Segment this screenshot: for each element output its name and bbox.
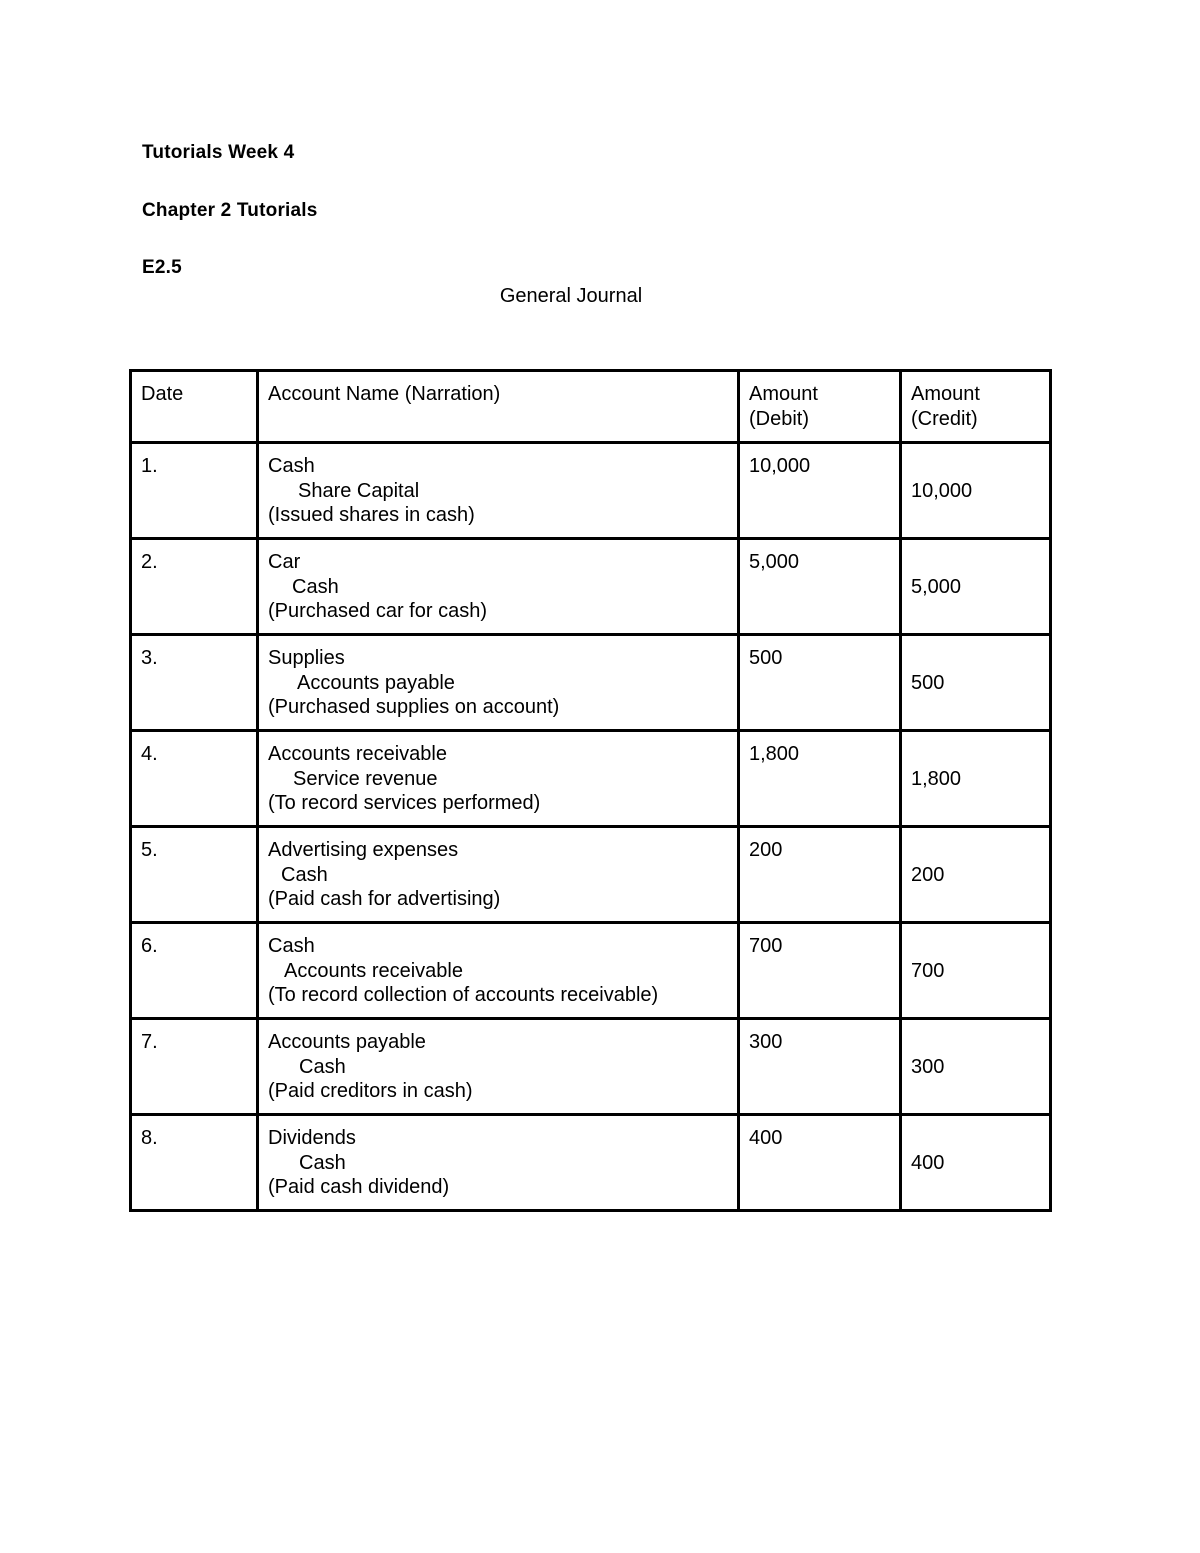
- entry-narration: (Issued shares in cash): [268, 504, 475, 526]
- credit-account-name: Accounts receivable: [284, 959, 463, 982]
- entry-narration: (Paid creditors in cash): [268, 1080, 473, 1102]
- entry-date: 5.: [131, 827, 258, 923]
- entry-date: 2.: [131, 539, 258, 635]
- entry-account: [258, 827, 739, 923]
- journal-entry-row: [131, 731, 1051, 827]
- entry-narration: (Purchased supplies on account): [268, 696, 560, 718]
- entry-date: 8.: [131, 1115, 258, 1211]
- entry-account: [258, 1019, 739, 1115]
- journal-entry-row: [131, 1019, 1051, 1115]
- debit-account-name: Supplies: [268, 647, 345, 669]
- debit-header: Amount (Debit): [739, 371, 901, 443]
- entry-debit-amount: 700: [739, 923, 901, 1019]
- entry-narration: (Paid cash dividend): [268, 1176, 450, 1198]
- debit-account-name: Accounts payable: [268, 1031, 426, 1053]
- table-header-row: [131, 371, 1051, 443]
- entry-credit-amount: 300: [901, 1019, 1051, 1115]
- entry-debit-amount: 300: [739, 1019, 901, 1115]
- journal-entry-row: [131, 923, 1051, 1019]
- debit-account-name: Dividends: [268, 1127, 356, 1149]
- credit-account-name: Cash: [299, 1151, 346, 1174]
- chapter-heading: Chapter 2 Tutorials: [142, 200, 318, 221]
- entry-account: [258, 923, 739, 1019]
- entry-account: [258, 635, 739, 731]
- entry-account: [258, 731, 739, 827]
- journal-entry-row: [131, 827, 1051, 923]
- credit-account-name: Service revenue: [293, 767, 438, 790]
- entry-narration: (To record services performed): [268, 792, 541, 814]
- journal-title: General Journal: [499, 285, 643, 307]
- debit-account-name: Cash: [268, 455, 315, 477]
- credit-account-name: Cash: [281, 863, 328, 886]
- entry-credit-amount: 200: [901, 827, 1051, 923]
- entry-debit-amount: 10,000: [739, 443, 901, 539]
- account-header: Account Name (Narration): [258, 371, 739, 443]
- tutorial-week-heading: Tutorials Week 4: [142, 142, 295, 163]
- entry-credit-amount: 5,000: [901, 539, 1051, 635]
- entry-credit-amount: 400: [901, 1115, 1051, 1211]
- journal-entry-row: [131, 539, 1051, 635]
- journal-entry-row: [131, 1115, 1051, 1211]
- entry-date: 6.: [131, 923, 258, 1019]
- entry-debit-amount: 5,000: [739, 539, 901, 635]
- debit-account-name: Advertising expenses: [268, 839, 459, 861]
- entry-date: 1.: [131, 443, 258, 539]
- credit-account-name: Share Capital: [298, 479, 420, 502]
- entry-debit-amount: 1,800: [739, 731, 901, 827]
- entry-debit-amount: 200: [739, 827, 901, 923]
- general-journal-table: [129, 369, 1052, 1212]
- entry-credit-amount: 700: [901, 923, 1051, 1019]
- credit-account-name: Cash: [299, 1055, 346, 1078]
- journal-entry-row: [131, 635, 1051, 731]
- entry-debit-amount: 400: [739, 1115, 901, 1211]
- entry-credit-amount: 10,000: [901, 443, 1051, 539]
- credit-account-name: Cash: [292, 575, 339, 598]
- date-header: Date: [131, 371, 258, 443]
- entry-account: [258, 539, 739, 635]
- entry-narration: (Paid cash for advertising): [268, 888, 501, 910]
- debit-account-name: Cash: [268, 935, 315, 957]
- entry-credit-amount: 1,800: [901, 731, 1051, 827]
- debit-account-name: Car: [268, 551, 301, 573]
- entry-narration: (To record collection of accounts receivable): [268, 984, 659, 1006]
- entry-account: [258, 443, 739, 539]
- debit-account-name: Accounts receivable: [268, 743, 447, 765]
- entry-credit-amount: 500: [901, 635, 1051, 731]
- exercise-heading: E2.5: [142, 257, 182, 278]
- entry-narration: (Purchased car for cash): [268, 600, 487, 622]
- entry-date: 4.: [131, 731, 258, 827]
- entry-debit-amount: 500: [739, 635, 901, 731]
- credit-account-name: Accounts payable: [297, 671, 455, 694]
- entry-account: [258, 1115, 739, 1211]
- credit-header: Amount (Credit): [901, 371, 1051, 443]
- entry-date: 7.: [131, 1019, 258, 1115]
- entry-date: 3.: [131, 635, 258, 731]
- journal-entry-row: [131, 443, 1051, 539]
